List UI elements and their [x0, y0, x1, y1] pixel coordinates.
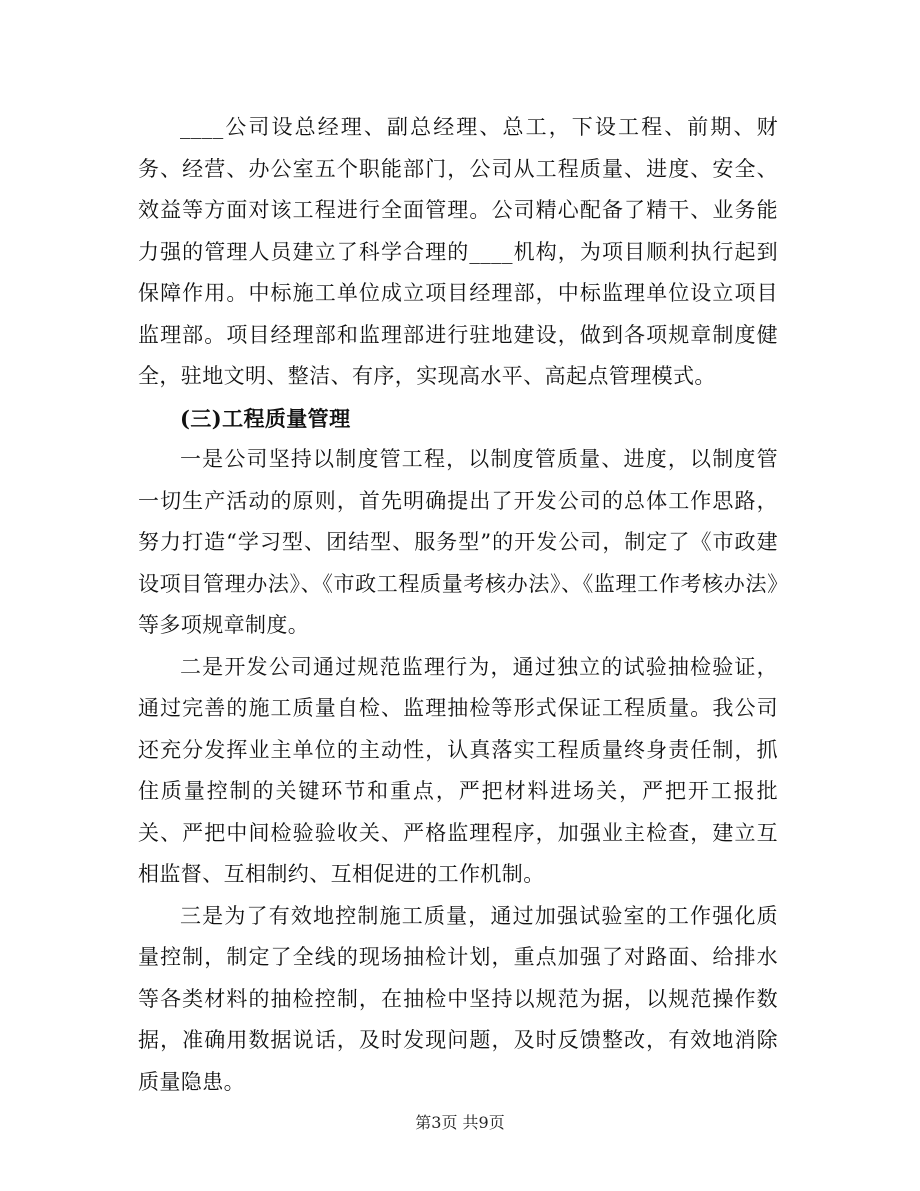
paragraph-point-three: 三是为了有效地控制施工质量，通过加强试验室的工作强化质量控制，制定了全线的现场抽检计划，重点加强了对路面、给排水等各类材料的抽检控制，在抽检中坚持以规范为据，以规范操作数据，准确用数据说话，及时发现问题，及时反馈整改，有效地消除质量隐患。 — [138, 903, 778, 1094]
page-number-footer: 第3页 共9页 — [415, 1113, 505, 1132]
body-text — [138, 107, 778, 1103]
paragraph-organization: ____公司设总经理、副总经理、总工，下设工程、前期、财务、经营、办公室五个职能部门，公司从工程质量、进度、安全、效益等方面对该工程进行全面管理。公司精心配备了精干、业务能力强的管理人员建立了科学合理的____机构，为项目顺利执行起到保障作用。中标施工单位成立项目经理部，中标监理单位设立项目监理部。项目经理部和监理部进行驻地建设，做到各项规章制度健全，驻地文明、整洁、有序，实现高水平、高起点管理模式。 — [138, 115, 778, 388]
paragraph-point-one: 一是公司坚持以制度管工程，以制度管质量、进度，以制度管一切生产活动的原则，首先明确提出了开发公司的总体工作思路，努力打造“学习型、团结型、服务型”的开发公司，制定了《市政建设项目管理办法》、《市政工程质量考核办法》、《监理工作考核办法》等多项规章制度。 — [138, 447, 778, 637]
section-heading-quality: (三)工程质量管理 — [180, 405, 351, 431]
paragraph-point-two: 二是开发公司通过规范监理行为，通过独立的试验抽检验证，通过完善的施工质量自检、监理抽检等形式保证工程质量。我公司还充分发挥业主单位的主动性，认真落实工程质量终身责任制，抓住质量控制的关键环节和重点，严把材料进场关，严把开工报批关、严把中间检验验收关、严格监理程序，加强业主检查，建立互相监督、互相制约、互相促进的工作机制。 — [138, 654, 778, 886]
